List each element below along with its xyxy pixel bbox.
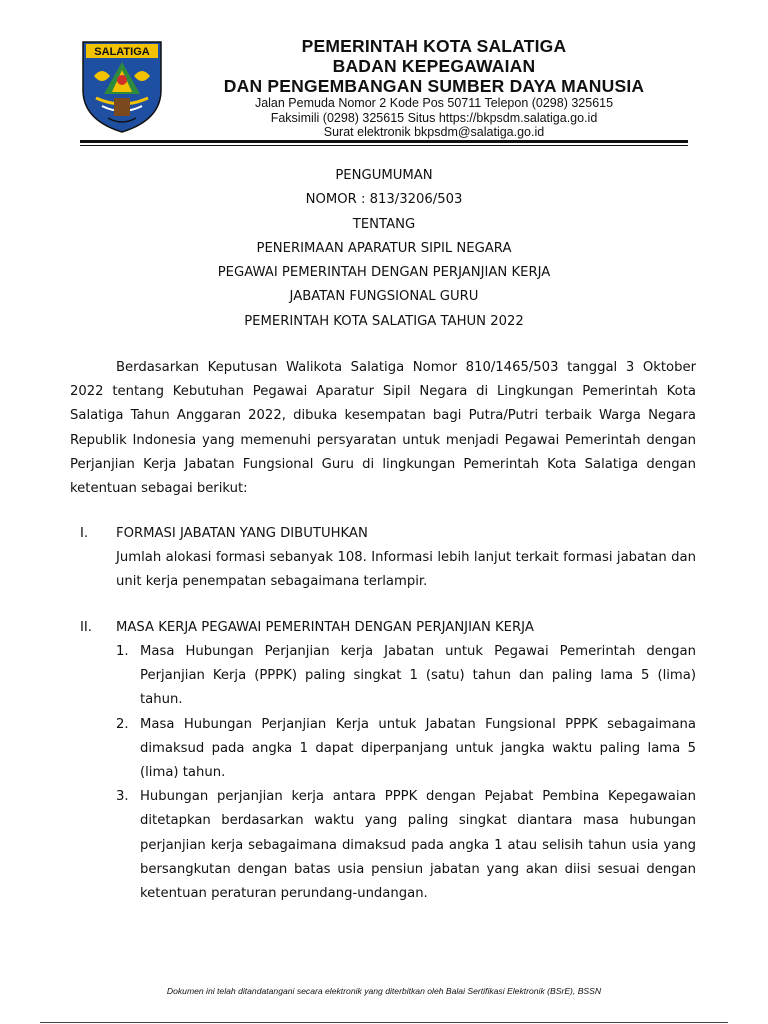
section-2-number: II. <box>80 620 92 635</box>
salatiga-emblem-icon <box>80 36 164 134</box>
intro-paragraph: Berdasarkan Keputusan Walikota Salatiga Nomor 810/1465/503 tanggal 3 Oktober 2022 tentang Kebutuhan Pegawai Aparatur Sipil Negara di Lingkungan Pemerintah Kota Salatiga Tahun Anggaran 2022, dibuka kesempatan bagi Putra/Putri terbaik Warga Negara Republik Indonesia yang memenuhi persyaratan untuk menjadi Pegawai Pemerintah dengan Perjanjian Kerja Jabatan Fungsional Guru di lingkungan Pemerintah Kota Salatiga dengan ketentuan sebagai berikut: <box>70 360 696 497</box>
institution-line-1: PEMERINTAH KOTA SALATIGA <box>301 36 567 56</box>
list-item-number: 3. <box>116 789 129 805</box>
letterhead <box>0 30 768 145</box>
salatiga-emblem <box>80 36 164 134</box>
signature-footer-note: Dokumen ini telah ditandatangani secara elektronik yang diterbitkan oleh Balai Sertifikasi Elektronik (BSrE), BSSN <box>166 986 602 996</box>
list-item-text: Masa Hubungan Perjanjian kerja Jabatan untuk Pegawai Pemerintah dengan Perjanjian Kerja (PPPK) paling singkat 1 (satu) tahun dan paling lama 5 (lima) tahun. <box>140 644 696 708</box>
list-item-text: Hubungan perjanjian kerja antara PPPK dengan Pejabat Pembina Kepegawaian ditetapkan berdasarkan waktu yang paling singkat diantara masa hubungan perjanjian kerja sebagaimana dimaksud pada angka 1 atau selisih tahun usia yang bersangkutan dengan batas usia pensiun jabatan yang akan diisi sesuai dengan ketentuan peraturan perundang-undangan. <box>140 789 696 902</box>
institution-line-2: BADAN KEPEGAWAIAN <box>332 56 536 76</box>
list-item-number: 1. <box>116 644 129 659</box>
email-line: Surat elektronik bkpsdm@salatiga.go.id <box>323 125 545 139</box>
title-line-1: PENGUMUMAN <box>335 168 433 183</box>
letterhead-rule-thin <box>80 145 688 146</box>
title-line-3: TENTANG <box>352 216 416 232</box>
institution-line-3: DAN PENGEMBANGAN SUMBER DAYA MANUSIA <box>223 76 645 96</box>
title-line-5: PEGAWAI PEMERINTAH DENGAN PERJANJIAN KERJA <box>217 265 551 281</box>
title-line-4: PENERIMAAN APARATUR SIPIL NEGARA <box>256 240 512 256</box>
svg-text:SALATIGA: SALATIGA <box>94 46 150 58</box>
section-2-title: MASA KERJA PEGAWAI PEMERINTAH DENGAN PERJANJIAN KERJA <box>116 620 534 635</box>
list-item-text: Masa Hubungan Perjanjian Kerja untuk Jabatan Fungsional PPPK sebagaimana dimaksud pada angka 1 dapat diperpanjang untuk jangka waktu paling lama 5 (lima) tahun. <box>140 716 696 781</box>
section-1-number: I. <box>80 526 89 541</box>
page-bottom-rule <box>40 1022 728 1023</box>
title-line-7: PEMERINTAH KOTA SALATIGA TAHUN 2022 <box>244 313 524 329</box>
announcement-title <box>80 164 688 334</box>
list-item <box>116 640 696 713</box>
section-2-list <box>116 640 696 906</box>
section-1-title: FORMASI JABATAN YANG DIBUTUHKAN <box>116 526 368 541</box>
contact-line: Faksimili (0298) 325615 Situs https://bkpsdm.salatiga.go.id <box>270 110 598 125</box>
title-line-2: NOMOR : 813/3206/503 <box>305 192 463 208</box>
section-1-body: Jumlah alokasi formasi sebanyak 108. Informasi lebih lanjut terkait formasi jabatan dan unit kerja penempatan sebagaimana terlampir. <box>116 550 696 590</box>
list-item <box>116 713 696 786</box>
list-item <box>116 785 696 906</box>
address-line: Jalan Pemuda Nomor 2 Kode Pos 50711 Telepon (0298) 325615 <box>254 96 614 110</box>
title-line-6: JABATAN FUNGSIONAL GURU <box>289 289 479 305</box>
letterhead-rule-thick <box>80 140 688 143</box>
letterhead-text <box>190 36 678 140</box>
list-item-number: 2. <box>116 716 129 732</box>
